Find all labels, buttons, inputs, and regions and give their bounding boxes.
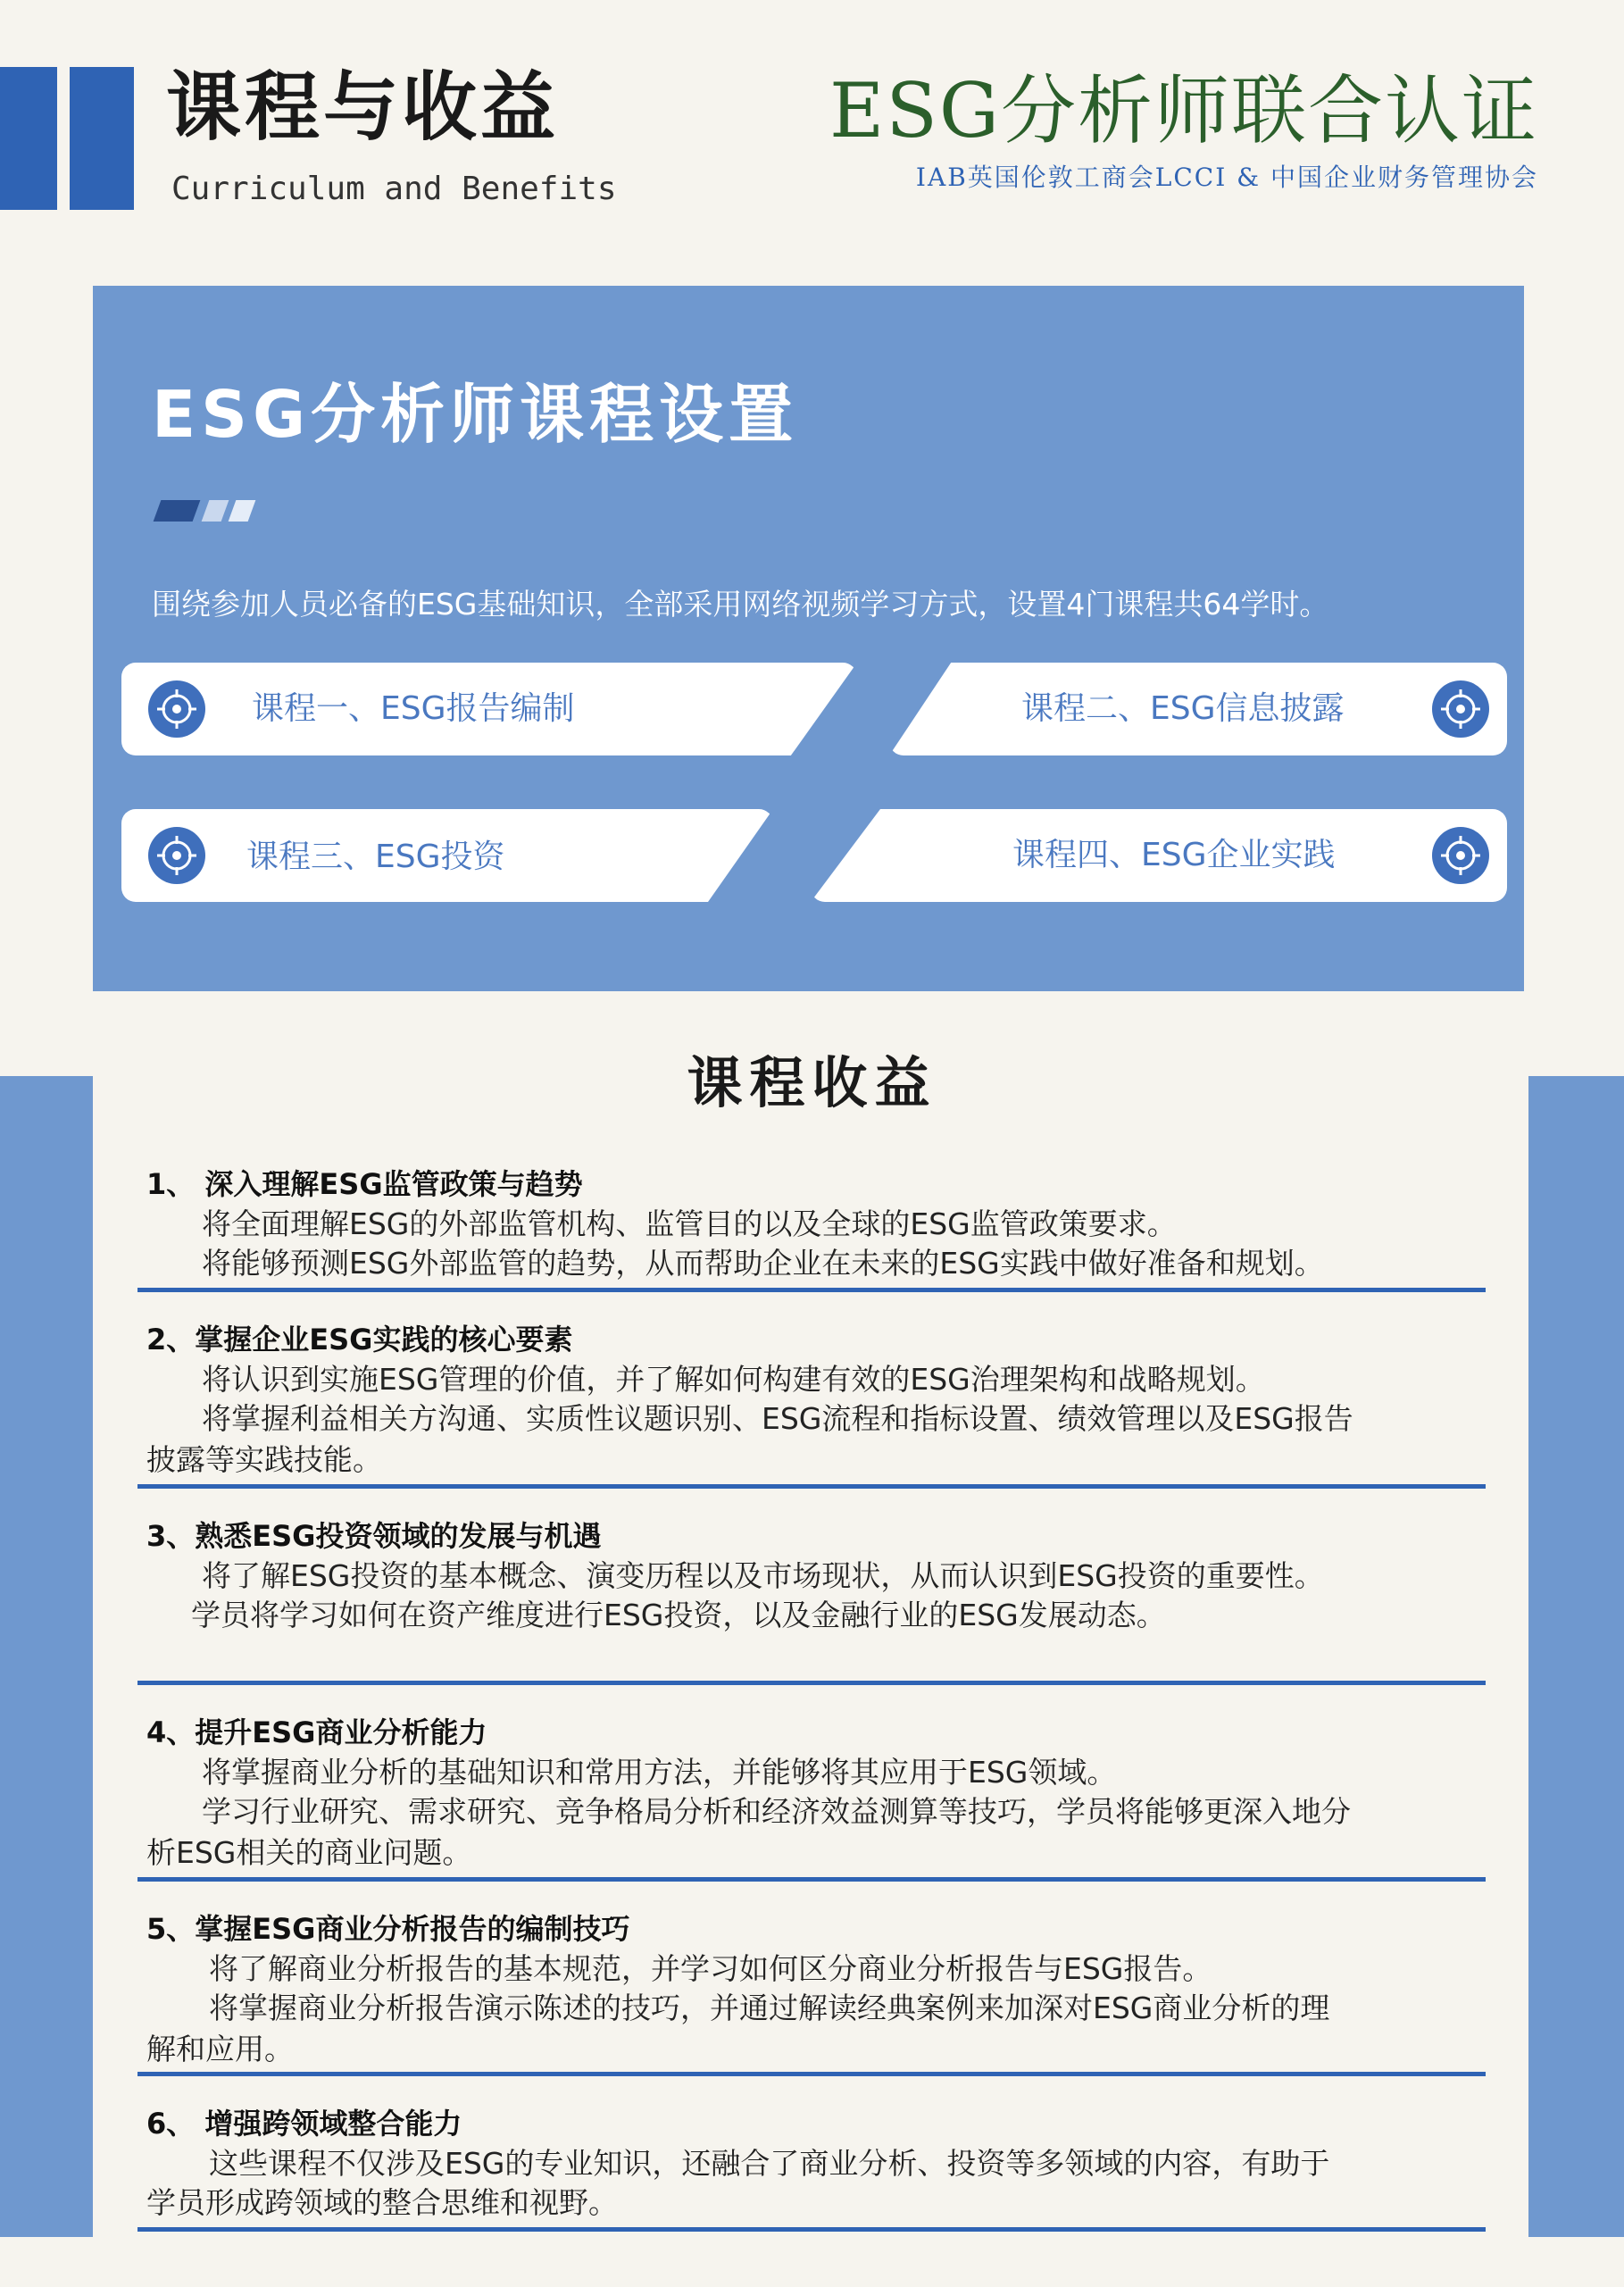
benefit-heading: 1、 深入理解ESG监管政策与趋势 — [146, 1167, 583, 1201]
benefit-line: 学员形成跨领域的整合思维和视野。 — [146, 2185, 618, 2220]
benefit-line: 将掌握利益相关方沟通、实质性议题识别、ESG流程和指标设置、绩效管理以及ESG报告 — [202, 1401, 1353, 1436]
benefit-heading: 2、掌握企业ESG实践的核心要素 — [146, 1323, 573, 1356]
benefit-line: 将能够预测ESG外部监管的趋势，从而帮助企业在未来的ESG实践中做好准备和规划。 — [202, 1246, 1324, 1281]
right-side-panel — [1528, 1076, 1624, 2237]
section-divider — [137, 1484, 1486, 1489]
section-divider — [137, 1681, 1486, 1685]
benefit-line: 将认识到实施ESG管理的价值，并了解如何构建有效的ESG治理架构和战略规划。 — [202, 1362, 1265, 1397]
benefit-line: 将全面理解ESG的外部监管机构、监管目的以及全球的ESG监管政策要求。 — [202, 1206, 1177, 1241]
course-title: ESG分析师课程设置 — [152, 377, 799, 452]
page-subtitle: Curriculum and Benefits — [171, 171, 617, 207]
target-icon — [1432, 680, 1489, 738]
course-item-label: 课程一、ESG报告编制 — [252, 690, 575, 727]
benefit-line: 将了解ESG投资的基本概念、演变历程以及市场现状，从而认识到ESG投资的重要性。 — [202, 1558, 1324, 1593]
benefit-heading: 3、熟悉ESG投资领域的发展与机遇 — [146, 1519, 602, 1553]
course-item-label: 课程二、ESG信息披露 — [1021, 690, 1345, 727]
benefit-line: 解和应用。 — [146, 2032, 294, 2066]
benefit-line: 将掌握商业分析报告演示陈述的技巧，并通过解读经典案例来加深对ESG商业分析的理 — [209, 1991, 1330, 2025]
course-description: 围绕参加人员必备的ESG基础知识，全部采用网络视频学习方式，设置4门课程共64学时。 — [152, 587, 1329, 622]
header-accent-bar — [0, 67, 57, 210]
course-item-label: 课程四、ESG企业实践 — [1012, 837, 1336, 873]
header-accent-bar — [70, 67, 134, 210]
benefit-line: 将了解商业分析报告的基本规范，并学习如何区分商业分析报告与ESG报告。 — [209, 1951, 1212, 1986]
benefit-heading: 4、提升ESG商业分析能力 — [146, 1715, 487, 1749]
page-title: 课程与收益 — [166, 63, 560, 151]
benefit-line: 披露等实践技能。 — [146, 1442, 382, 1477]
benefit-line: 将掌握商业分析的基础知识和常用方法，并能够将其应用于ESG领域。 — [202, 1755, 1117, 1790]
section-divider — [137, 1877, 1486, 1882]
brand-subtitle: IAB英国伦敦工商会LCCI & 中国企业财务管理协会 — [915, 163, 1538, 192]
target-icon — [148, 827, 205, 884]
decorative-stripe — [154, 500, 201, 522]
course-item-label: 课程三、ESG投资 — [246, 839, 505, 875]
section-divider — [137, 2072, 1486, 2076]
target-icon — [148, 680, 205, 738]
benefit-heading: 5、掌握ESG商业分析报告的编制技巧 — [146, 1912, 630, 1946]
section-divider — [137, 2227, 1486, 2232]
left-side-panel — [0, 1076, 93, 2237]
benefit-line: 学习行业研究、需求研究、竞争格局分析和经济效益测算等技巧，学员将能够更深入地分 — [202, 1794, 1351, 1829]
target-icon — [1432, 827, 1489, 884]
section-divider — [137, 1288, 1486, 1292]
benefit-heading: 6、 增强跨领域整合能力 — [146, 2107, 462, 2141]
brand-title: ESG分析师联合认证 — [829, 67, 1538, 154]
benefit-line: 这些课程不仅涉及ESG的专业知识，还融合了商业分析、投资等多领域的内容，有助于 — [209, 2146, 1330, 2181]
benefit-line: 析ESG相关的商业问题。 — [146, 1835, 472, 1870]
benefits-title: 课程收益 — [687, 1050, 937, 1115]
benefit-line: 学员将学习如何在资产维度进行ESG投资，以及金融行业的ESG发展动态。 — [191, 1598, 1166, 1632]
